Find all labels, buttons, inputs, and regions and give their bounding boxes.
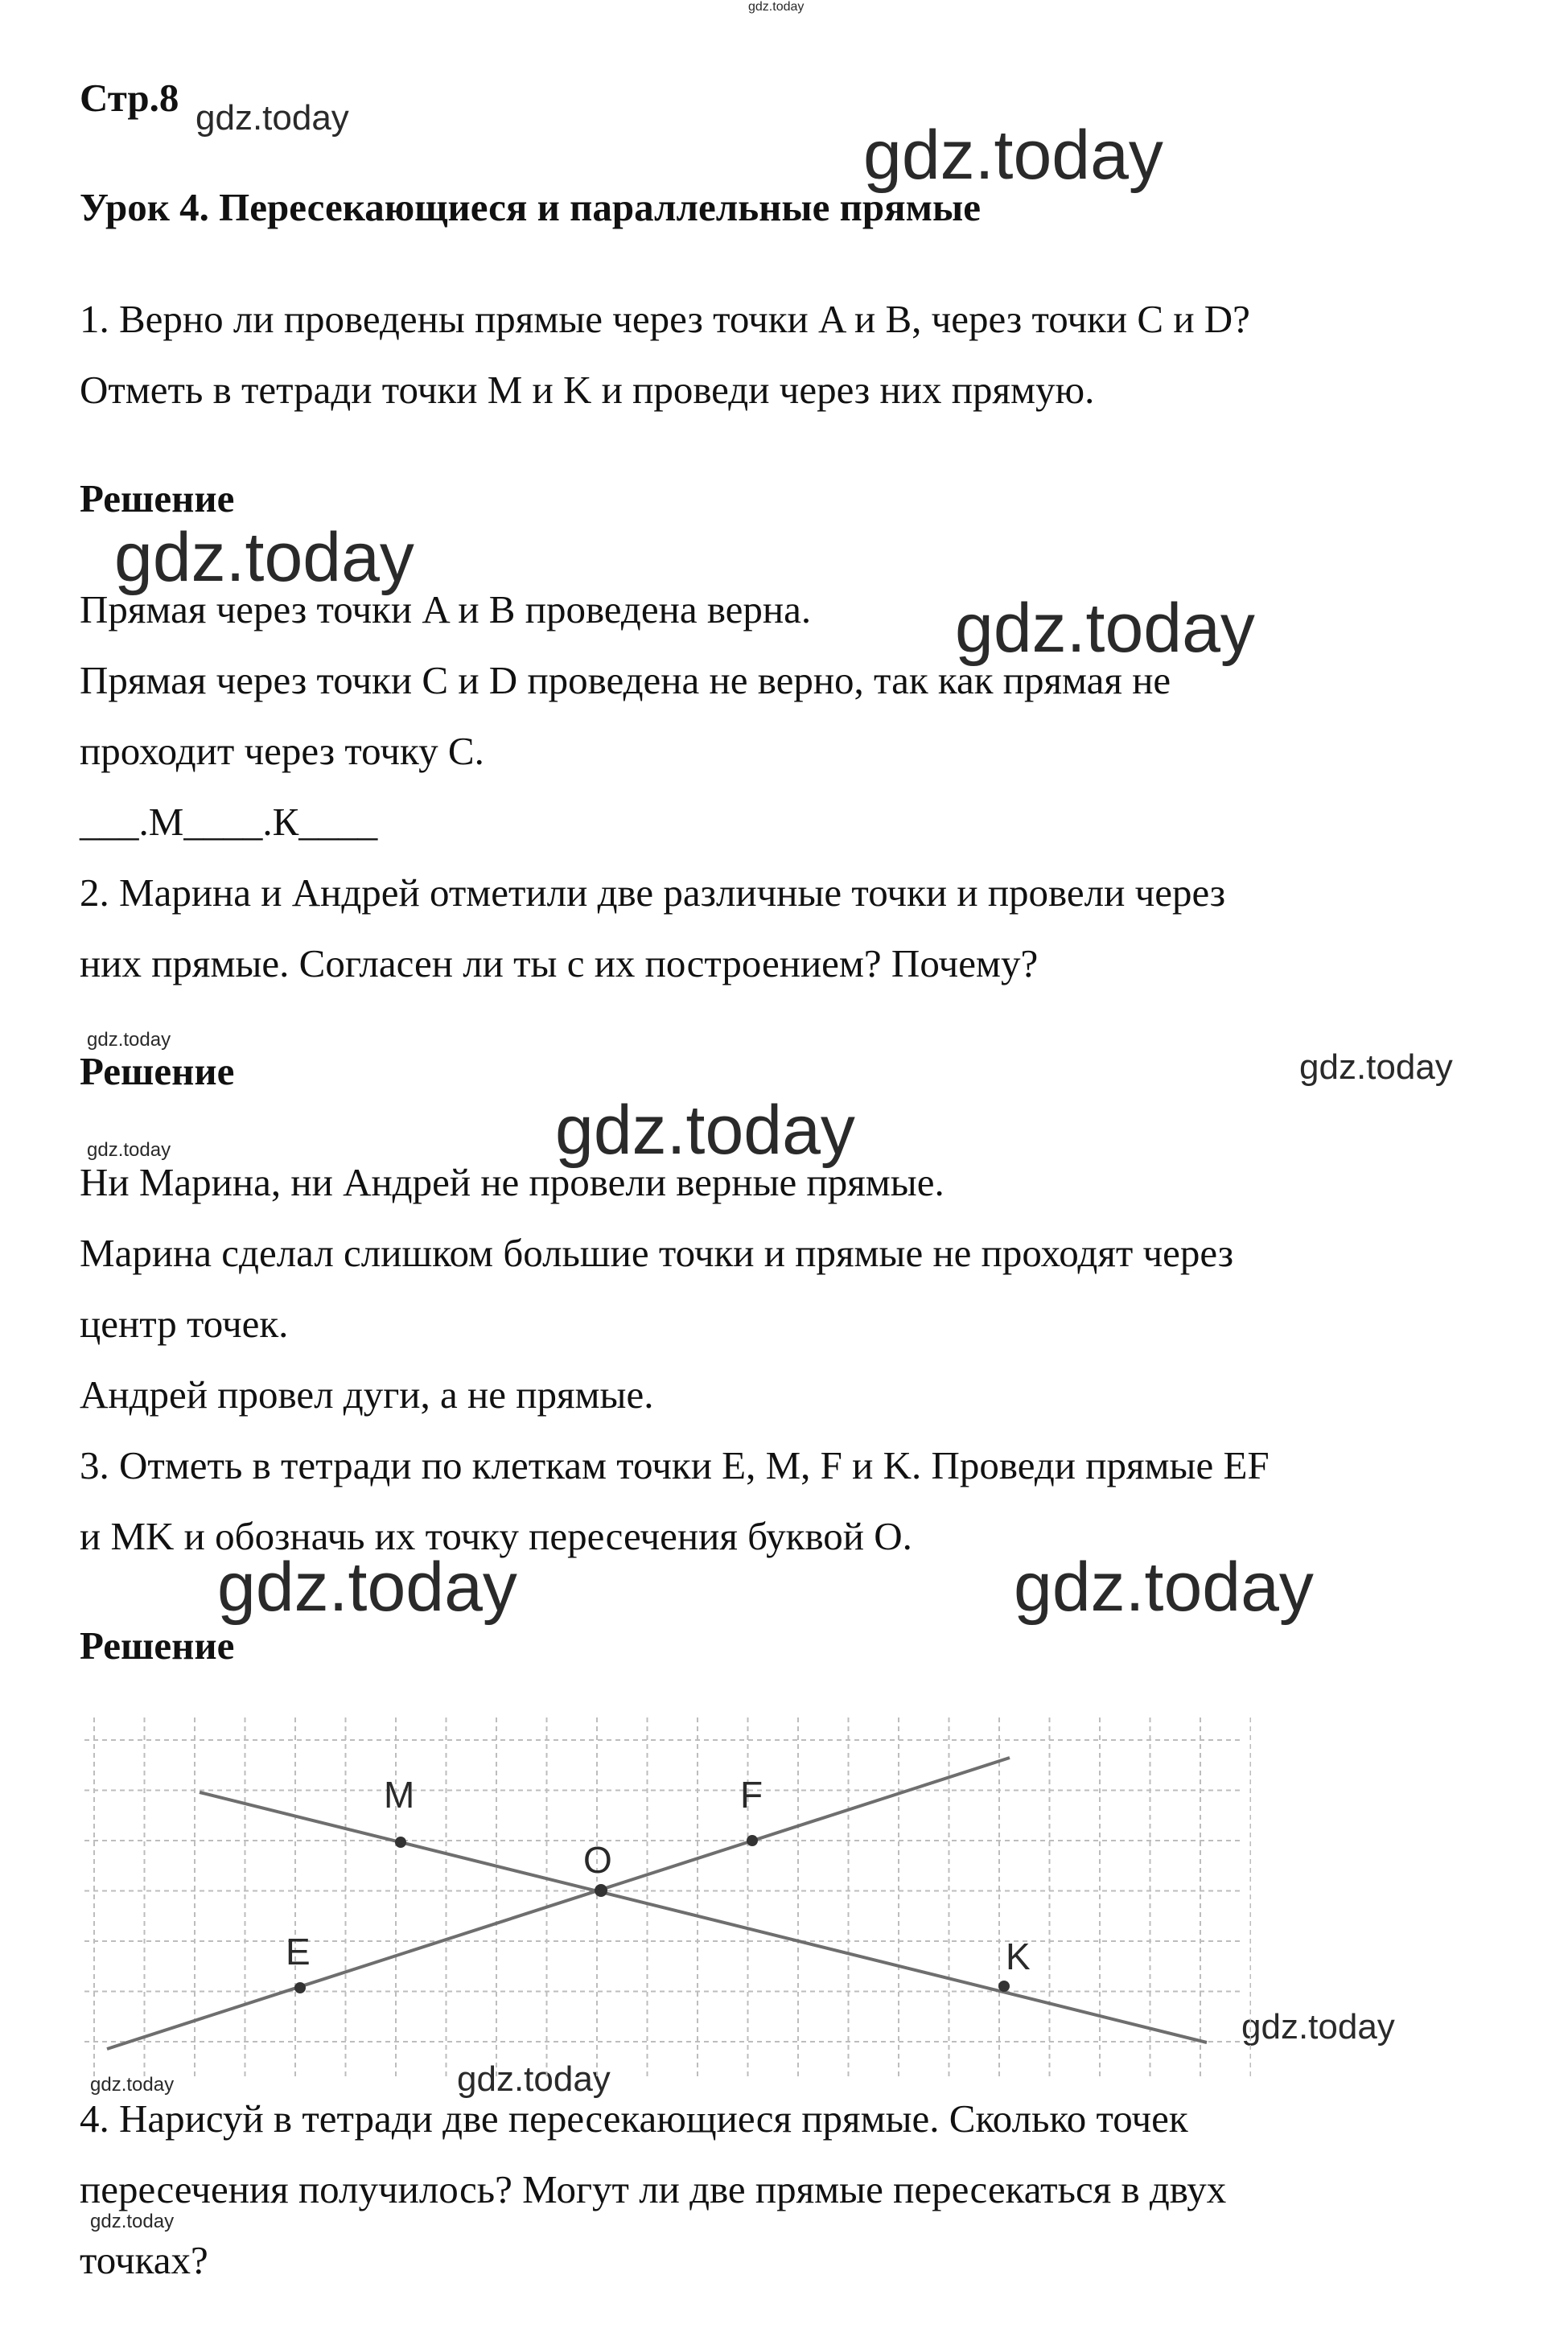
lesson-title: Урок 4. Пересекающиеся и параллельные прямые <box>80 185 982 229</box>
task1-solution-heading: Решение <box>80 476 235 520</box>
intersecting-lines-figure <box>84 1718 1251 2088</box>
watermark: gdz.today <box>1014 1549 1314 1626</box>
task1-answer-line3: проходит через точку C. <box>80 729 484 773</box>
watermark: gdz.today <box>217 1549 517 1626</box>
line-mk <box>200 1792 1207 2043</box>
task1-question-line1: 1. Верно ли проведены прямые через точки A и B, через точки C и D? <box>80 297 1250 341</box>
watermark: gdz.today <box>90 2074 175 2096</box>
task3-question-line1: 3. Отметь в тетради по клеткам точки E, M, F и K. Проведи прямые EF <box>80 1443 1270 1487</box>
task2-answer-line3: центр точек. <box>80 1302 289 1346</box>
point-e <box>294 1982 306 1993</box>
task2-question-line2: них прямые. Согласен ли ты с их построением? Почему? <box>80 941 1039 985</box>
watermark: gdz.today <box>555 1092 855 1169</box>
task4-question-line2: пересечения получилось? Могут ли две прямые пересекаться в двух <box>80 2167 1227 2211</box>
task2-answer-line1: Ни Марина, ни Андрей не провели верные прямые. <box>80 1160 945 1204</box>
task2-question-line1: 2. Марина и Андрей отметили две различные точки и провели через <box>80 870 1226 915</box>
task2-solution-heading: Решение <box>80 1049 235 1093</box>
point-k <box>998 1981 1010 1992</box>
watermark: gdz.today <box>87 1029 171 1051</box>
task4-question-line1: 4. Нарисуй в тетради две пересекающиеся прямые. Сколько точек <box>80 2096 1188 2141</box>
page-label: Стр.8 <box>80 76 179 120</box>
task3-solution-heading: Решение <box>80 1623 235 1668</box>
point-o <box>595 1884 607 1897</box>
watermark: gdz.today <box>195 98 349 138</box>
label-f: F <box>740 1774 763 1816</box>
label-k: K <box>1006 1936 1031 1977</box>
task3-question-line2: и MK и обозначь их точку пересечения буквой O. <box>80 1514 912 1558</box>
task1-answer-line1: Прямая через точки A и B проведена верна. <box>80 587 812 631</box>
task4-question-line3: точках? <box>80 2238 208 2282</box>
task1-answer-line4: ___.М____.К____ <box>80 800 378 844</box>
label-m: M <box>384 1774 415 1816</box>
watermark: gdz.today <box>87 1139 171 1161</box>
grid <box>84 1718 1251 2080</box>
watermark: gdz.today <box>114 519 414 596</box>
watermark: gdz.today <box>457 2059 611 2099</box>
watermark: gdz.today <box>955 590 1255 667</box>
point-m <box>395 1837 406 1848</box>
task1-question-line2: Отметь в тетради точки M и K и проведи через них прямую. <box>80 368 1095 412</box>
task2-answer-line2: Марина сделал слишком большие точки и прямые не проходят через <box>80 1231 1234 1275</box>
watermark: gdz.today <box>748 0 805 14</box>
label-e: E <box>286 1931 311 1973</box>
watermark: gdz.today <box>863 117 1163 194</box>
task1-answer-line2: Прямая через точки C и D проведена не верно, так как прямая не <box>80 658 1171 702</box>
watermark: gdz.today <box>1299 1047 1453 1087</box>
label-o: O <box>583 1839 612 1881</box>
task2-answer-line4: Андрей провел дуги, а не прямые. <box>80 1372 654 1417</box>
watermark: gdz.today <box>1241 2007 1395 2047</box>
point-f <box>747 1835 758 1846</box>
watermark: gdz.today <box>90 2211 175 2232</box>
